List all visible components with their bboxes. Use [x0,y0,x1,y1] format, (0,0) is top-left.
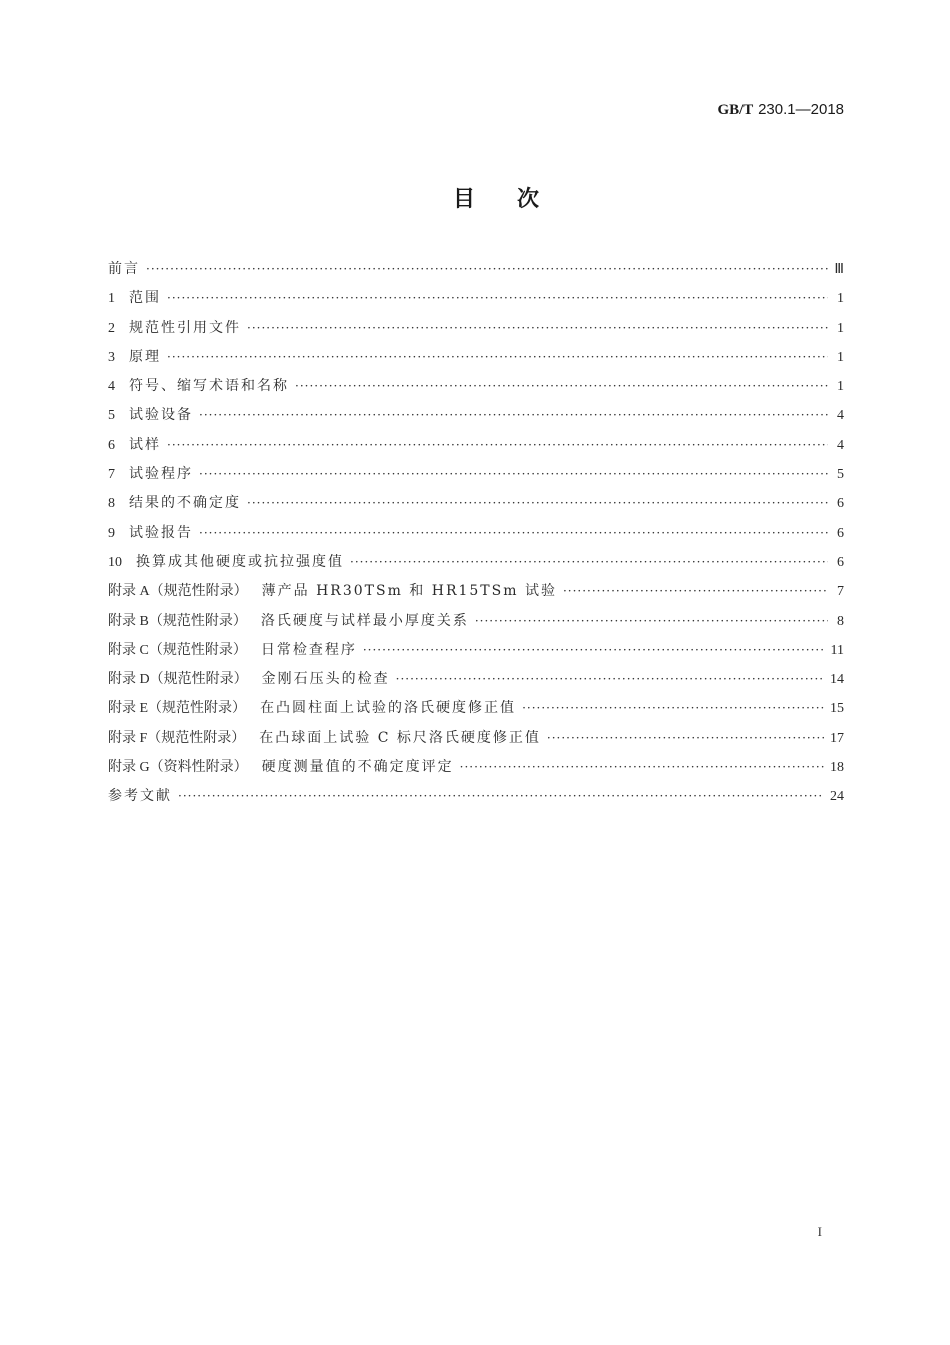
dot-leader [522,698,824,718]
toc-entry-annex-f[interactable] [108,728,844,757]
toc-number: 附录 E（规范性附录） [108,701,247,717]
toc-entry-annex-d[interactable] [108,669,844,698]
toc-entry-foreword[interactable] [108,259,844,288]
toc-page: 1 [837,349,844,365]
dot-leader [167,347,828,367]
toc-page: 24 [830,789,844,805]
toc-page: 6 [837,496,844,512]
toc-entry-annex-e[interactable] [108,698,844,727]
toc-label: 范围 [129,290,161,307]
toc-entry[interactable] [108,288,844,317]
toc-entry[interactable] [108,347,844,376]
dot-leader [167,288,828,308]
dot-leader [247,318,828,338]
toc-label: 符号、缩写术语和名称 [129,378,289,395]
toc-number: 附录 A（规范性附录） [108,584,248,600]
dot-leader [563,581,828,601]
dot-leader [363,640,825,660]
toc-number: 9 [108,525,115,541]
toc-page: 8 [837,613,844,629]
toc-page: 15 [830,701,844,717]
toc-label: 规范性引用文件 [129,319,241,336]
toc-number: 7 [108,467,115,483]
toc-page: 6 [837,525,844,541]
toc-label: 参考文献 [108,788,172,805]
dot-leader [350,552,828,572]
toc-entry[interactable] [108,405,844,434]
toc-label: 洛氏硬度与试样最小厚度关系 [260,612,469,629]
dot-leader [547,728,824,748]
toc-entry-bibliography[interactable] [108,786,844,815]
toc-page: 17 [830,730,844,746]
standard-prefix: GB/T [717,102,754,118]
toc-label: 试样 [129,436,161,453]
toc-page: 14 [830,672,844,688]
toc-label: 金刚石压头的检查 [261,671,390,688]
toc-label: 试验设备 [129,407,193,424]
toc-number: 附录 D（规范性附录） [108,672,248,688]
toc-number: 3 [108,349,115,365]
toc-label: 在凸圆柱面上试验的洛氏硬度修正值 [260,700,517,717]
toc-page: 1 [837,379,844,395]
toc-entry-annex-a[interactable] [108,581,844,610]
toc-number: 1 [108,291,115,307]
toc-entry[interactable] [108,435,844,464]
toc-page: 7 [837,584,844,600]
toc-label: 结果的不确定度 [129,495,241,512]
toc-page: 5 [837,467,844,483]
toc-page: 4 [837,437,844,453]
toc-page: Ⅲ [834,262,844,277]
toc-entry[interactable] [108,376,844,405]
dot-leader [247,493,828,513]
standard-number [717,100,844,119]
toc-label: 硬度测量值的不确定度评定 [261,759,454,776]
toc-page: 11 [830,642,844,658]
toc-number: 6 [108,437,115,453]
toc-number: 4 [108,379,115,395]
toc-number: 附录 G（资料性附录） [108,760,248,776]
dot-leader [146,259,828,279]
toc-label: 试验程序 [129,466,193,483]
standard-code: 230.1—2018 [758,101,844,118]
dot-leader [396,669,824,689]
toc-page: 18 [830,760,844,776]
toc-number: 附录 F（规范性附录） [108,730,246,746]
toc-entry-annex-b[interactable] [108,611,844,640]
dot-leader [199,464,828,484]
toc-number: 10 [108,554,122,570]
toc-page: 1 [837,320,844,336]
toc-label: 换算成其他硬度或抗拉强度值 [136,553,344,570]
dot-leader [295,376,828,396]
toc-number: 2 [108,320,115,336]
toc-label: 前言 [108,261,140,277]
toc-entry[interactable] [108,318,844,347]
toc-entry[interactable] [108,523,844,552]
toc-entry[interactable] [108,552,844,581]
dot-leader [199,523,828,543]
toc-label: 在凸球面上试验 C 标尺洛氏硬度修正值 [259,729,541,746]
toc-number: 8 [108,496,115,512]
toc-entry-annex-c[interactable] [108,640,844,669]
dot-leader [199,405,828,425]
page-title: 目次 [452,187,581,212]
toc-page: 4 [837,408,844,424]
dot-leader [178,786,824,806]
toc-number: 附录 C（规范性附录） [108,642,247,658]
toc-number: 附录 B（规范性附录） [108,613,247,629]
toc-page: 6 [837,554,844,570]
toc-entry[interactable] [108,493,844,522]
dot-leader [460,757,824,777]
toc-entry[interactable] [108,464,844,493]
toc-page: 1 [837,291,844,307]
dot-leader [167,435,828,455]
toc-label: 日常检查程序 [260,641,357,658]
toc-number: 5 [108,408,115,424]
dot-leader [475,611,828,631]
toc-label: 试验报告 [129,524,193,541]
toc-label: 原理 [129,348,161,365]
table-of-contents [108,259,844,816]
toc-label: 薄产品 HR30TSm 和 HR15TSm 试验 [261,583,557,600]
page-number: I [817,1224,822,1239]
toc-entry-annex-g[interactable] [108,757,844,786]
